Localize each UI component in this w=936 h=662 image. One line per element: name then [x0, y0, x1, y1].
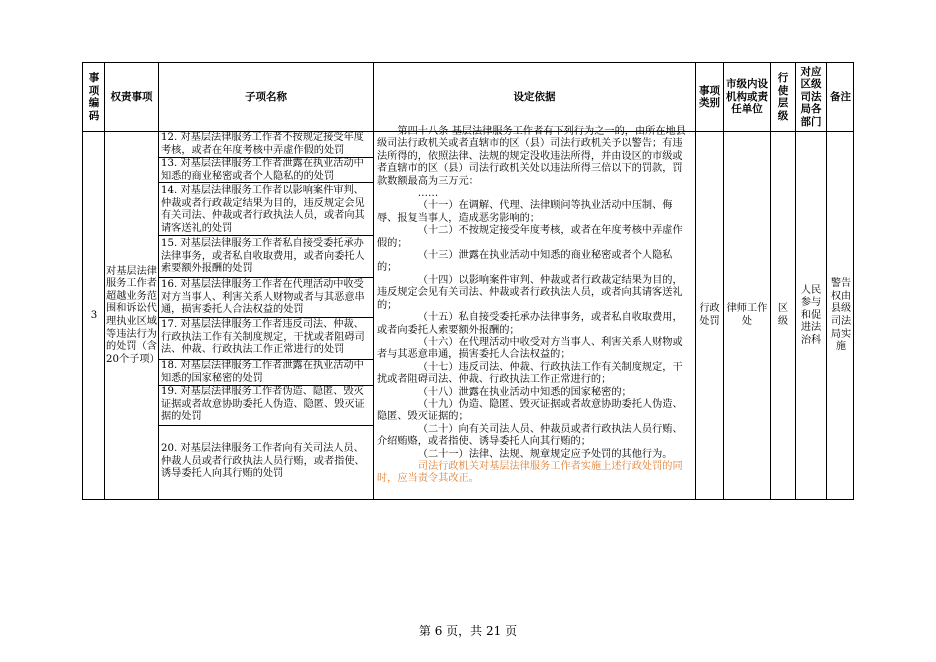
- header-county-dept: 对应区级司法局各部门: [800, 65, 822, 128]
- sub-item-19: 19. 对基层法律服务工作者伪造、隐匿、毁灭证据或者故意协助委托人伪造、隐匿、毁灭证据的处罚: [161, 386, 365, 422]
- basis-clause: （十三）泄露在执业活动中知悉的商业秘密或者个人隐私的；: [377, 250, 673, 274]
- basis-clause: （二十）向有关司法人员、仲裁员或者行政执法人员行贿、介绍贿赂，或者指使、诱导委托人向其行贿的；: [377, 423, 683, 448]
- table: [82, 62, 854, 500]
- row-divider: [158, 425, 373, 426]
- sub-item-18: 18. 对基层法律服务工作者泄露在执业活动中知悉的国家秘密的处罚: [161, 360, 364, 384]
- row-divider: [158, 277, 373, 278]
- basis-clause: （十八）泄露在执业活动中知悉的国家秘密的；: [417, 386, 632, 398]
- header-item-no: 事项编码: [88, 72, 100, 122]
- basis-clause: （十四）以影响案件审判、仲裁或者行政裁定结果为目的，违反规定会见有关司法、仲裁或者行政执法人员，或者向其请客送礼的；: [377, 274, 683, 311]
- sub-item-17: 17. 对基层法律服务工作者违反司法、仲裁、行政执法工作有关制度规定，干扰或者阻碍司法、仲裁、行政执法工作正常进行的处罚: [161, 319, 365, 355]
- basis-clause: （十七）违反司法、仲裁、行政执法工作有关制度规定，干扰或者阻碍司法、仲裁、行政执法工作正常进行的；: [377, 361, 683, 386]
- basis-clause: （十六）在代理活动中收受对方当事人、利害关系人财物或者与其恶意串通，损害委托人合法权益的；: [377, 336, 683, 361]
- county-dept-value: 人民参与和促进法治科: [800, 284, 822, 346]
- col-divider: [795, 63, 796, 499]
- header-level: 行使层级: [777, 72, 789, 122]
- sub-item-20: 20. 对基层法律服务工作者向有关司法人员、仲裁人员或者行政执法人员行贿，或者指使、诱导委托人向其行贿的处罚: [161, 443, 365, 479]
- basis-clause: （十二）不按规定接受年度考核，或者在年度考核中弄虚作假的；: [377, 225, 683, 249]
- col-divider: [723, 63, 724, 499]
- col-divider: [770, 63, 771, 499]
- row-divider: [158, 317, 373, 318]
- sub-item-12: 12. 对基层法律服务工作者不按规定接受年度考核，或者在年度考核中弄虚作假的处罚: [161, 132, 364, 156]
- header-basis: 设定依据: [513, 90, 556, 103]
- sub-item-13: 13. 对基层法律服务工作者泄露在执业活动中知悉的商业秘密或者个人隐私的的处罚: [161, 158, 364, 182]
- remark-value: 警告权由县级司法局实施: [830, 278, 852, 353]
- page-footer: 第 6 页，共 21 页: [418, 624, 518, 638]
- basis-clause: （二十一）法律、法规、规章规定应予处罚的其他行为。: [417, 448, 673, 460]
- header-sub-item: 子项名称: [245, 90, 287, 103]
- sub-item-14: 14. 对基层法律服务工作者以影响案件审判、仲裁或者行政裁定结果为目的，违反规定会见有关司法、仲裁或者行政执法人员，或者向其请客送礼的处罚: [161, 185, 365, 234]
- item-no-value: 3: [90, 309, 98, 321]
- header-dept: 市级内设机构或责任单位: [726, 78, 768, 116]
- row-divider: [158, 235, 373, 236]
- level-value: 区级: [777, 303, 789, 327]
- basis-clause: （十一）在调解、代理、法律顾问等执业活动中压制、侮辱、报复当事人，造成恶劣影响的；: [377, 200, 673, 224]
- power-item-value: 对基层法律服务工作者超越业务范围和诉讼代理执业区域等违法行为的处罚（含20个子项）: [106, 265, 160, 365]
- header-power-item: 权责事项: [110, 90, 153, 103]
- basis-text: [374, 126, 695, 500]
- dept-value: 律师工作处: [726, 303, 768, 327]
- basis-lead: 第四十八条 基层法律服务工作者有下列行为之一的，由所在地县级司法行政机关或者直辖市的区（县）司法行政机关予以警告；有违法所得的，依照法律、法规的规定没收违法所得，并由设区的市级或者直辖市的区（县）司法行政机关处以违法所得三倍以下的罚款，罚款数额最高为三万元：: [377, 126, 686, 187]
- sub-item-15: 15. 对基层法律服务工作者私自接受委托承办法律事务，或者私自收取费用，或者向委托人索要额外报酬的处罚: [161, 238, 365, 274]
- sub-item-16: 16. 对基层法律服务工作者在代理活动中收受对方当事人、利害关系人财物或者与其恶意串通，损害委托人合法权益的处罚: [161, 279, 365, 315]
- basis-clause: （十九）伪造、隐匿、毁灭证据或者故意协助委托人伪造、隐匿、毁灭证据的；: [377, 398, 683, 423]
- basis-clause: （十五）私自接受委托承办法律事务，或者私自收取费用，或者向委托人索要额外报酬的；: [377, 312, 683, 336]
- basis-ellipsis: ……: [417, 188, 439, 200]
- header-remark: 备注: [830, 90, 851, 103]
- basis-note: 司法行政机关对基层法律服务工作者实施上述行政处罚的同时，应当责令其改正。: [377, 460, 683, 485]
- header-item-type: 事项类别: [699, 84, 720, 109]
- item-type-value: 行政处罚: [699, 303, 720, 327]
